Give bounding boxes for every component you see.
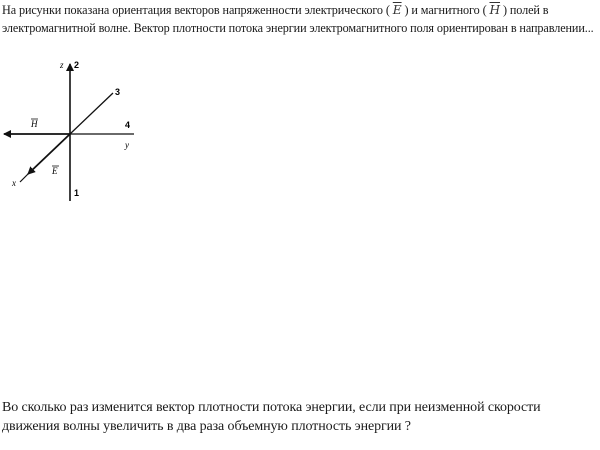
question-1-part-3: ) полей в электромагнитной волне. Вектор плотности потока энергии электромагнитного поля ориентирован в направлении... <box>2 3 594 35</box>
direction-2-label: 2 <box>74 60 80 70</box>
h-vector-symbol: $\overline{H}$ <box>489 3 501 17</box>
x-axis-label: x <box>12 178 16 188</box>
z-axis-label: z <box>60 60 64 70</box>
h-vector-label: H <box>31 119 38 129</box>
x-axis-line <box>20 174 28 182</box>
question-1-part-2: ) и магнитного ( <box>404 3 487 17</box>
direction-3-label: 3 <box>115 87 121 97</box>
e-vector-label: E <box>52 166 58 176</box>
y-axis-label: y <box>125 140 129 150</box>
direction-4-label: 4 <box>125 120 131 130</box>
direction-1-label: 1 <box>74 188 80 198</box>
question-1-part-1: На рисунки показана ориентация векторов напряженности электрического ( <box>2 3 390 17</box>
e-vector-arrow <box>28 134 70 174</box>
question-2-text: Во сколько раз изменится вектор плотности потока энергии, если при неизменной скорости движения волны увеличить в два раза объемную плотность энергии ? <box>2 400 541 434</box>
e-vector-symbol: $\overline{E}$ <box>392 3 402 17</box>
direction-3-line <box>70 93 113 134</box>
question-1-text <box>2 1 594 37</box>
vector-diagram <box>0 56 140 206</box>
